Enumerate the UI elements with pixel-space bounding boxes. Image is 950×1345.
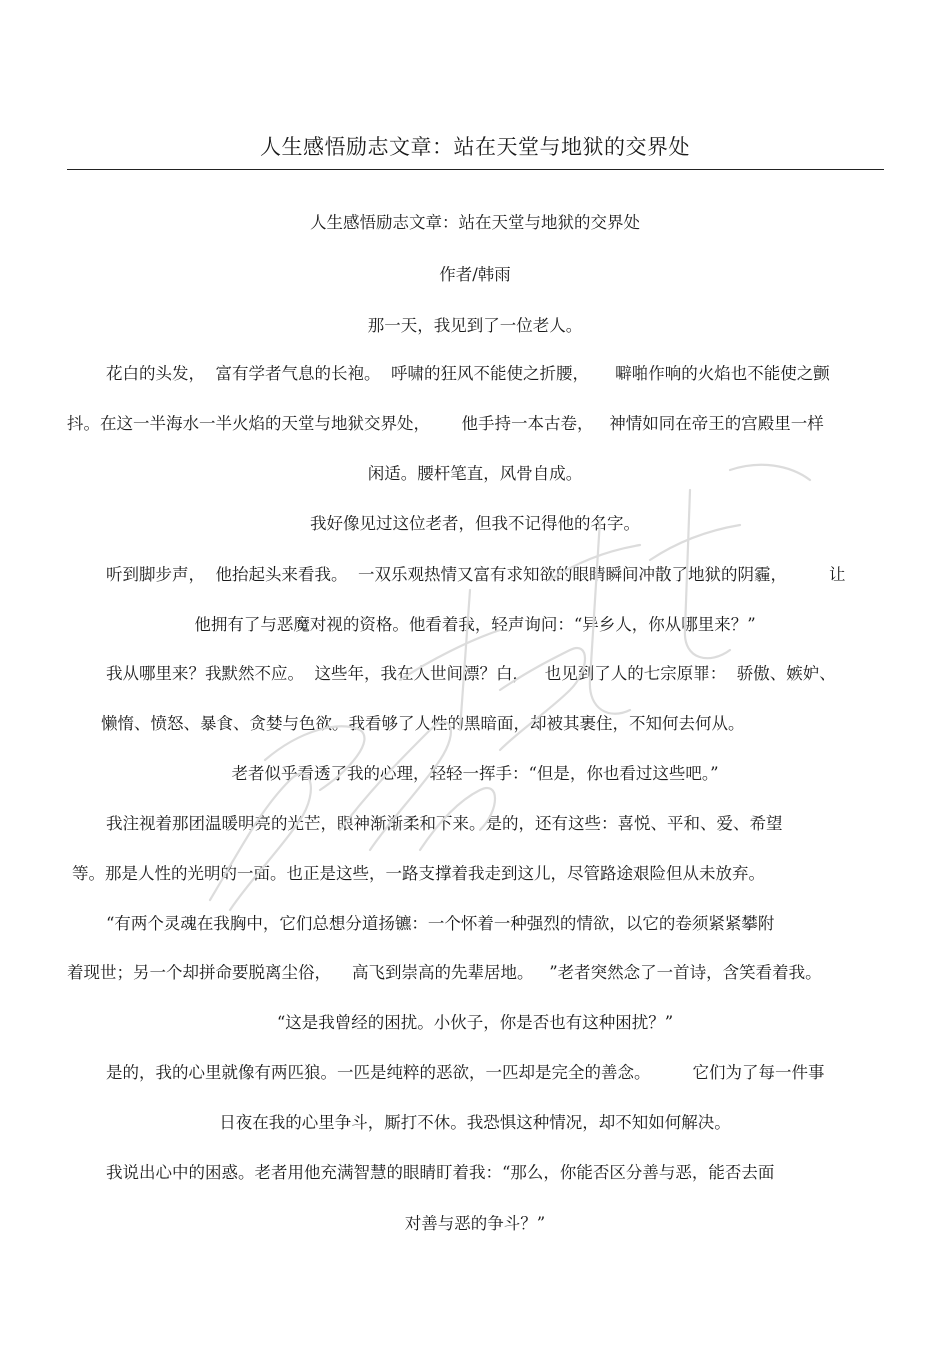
paragraph-line: 抖。在这一半海水一半火焰的天堂与地狱交界处， 他手持一本古卷， 神情如同在帝王的宫殿里一样 [67,414,824,433]
paragraph-line: 懒惰、愤怒、暴食、贪婪与色欲。我看够了人性的黑暗面，却被其裹住，不知何去何从。 [101,714,745,733]
paragraph-line: “有两个灵魂在我胸中，它们总想分道扬镳：一个怀着一种强烈的情欲，以它的卷须紧紧攀附 [106,914,775,933]
paragraph-line: 等。那是人性的光明的一面。也正是这些，一路支撑着我走到这儿，尽管路途艰险但从未放弃。 [72,864,765,883]
paragraph-line: 他拥有了与恶魔对视的资格。他看着我，轻声询问：“异乡人，你从哪里来？” [194,615,756,634]
title-divider [67,169,884,170]
paragraph-line: 对善与恶的争斗？” [404,1214,546,1233]
author-line: 作者/韩雨 [439,265,511,284]
article-heading: 人生感悟励志文章：站在天堂与地狱的交界处 [310,213,640,232]
paragraph-line: 老者似乎看透了我的心理，轻轻一挥手：“但是，你也看过这些吧。” [231,764,719,783]
paragraph-line: 我从哪里来？我默然不应。 这些年，我在人世间漂？白， 也见到了人的七宗原罪： 骄傲、嫉妒、 [106,664,836,683]
paragraph-line: 闲适。腰杆笔直，风骨自成。 [367,464,583,483]
paragraph-line: 着现世；另一个却拼命要脱离尘俗， 高飞到崇高的先辈居地。 ”老者突然念了一首诗，含笑看着我。 [67,963,822,982]
paragraph-line: 是的，我的心里就像有两匹狼。一匹是纯粹的恶欲，一匹却是完全的善念。 它们为了每一件事 [106,1063,825,1082]
paragraph-line: 听到脚步声， 他抬起头来看我。 一双乐观热情又富有求知欲的眼睛瞬间冲散了地狱的阴霾， 让 [106,565,846,584]
paragraph-line: 日夜在我的心里争斗，厮打不休。我恐惧这种情况，却不知如何解决。 [219,1113,731,1132]
paragraph-line: 花白的头发， 富有学者气息的长袍。 呼啸的狂风不能使之折腰， 噼啪作响的火焰也不能使之颤 [106,364,830,383]
paragraph-line: 那一天，我见到了一位老人。 [367,316,583,335]
paragraph-line: “这是我曾经的困扰。小伙子，你是否也有这种困扰？” [276,1013,674,1032]
paragraph-line: 我好像见过这位老者，但我不记得他的名字。 [310,514,640,533]
document-title: 人生感悟励志文章：站在天堂与地狱的交界处 [260,135,690,159]
paragraph-line: 我说出心中的困惑。老者用他充满智慧的眼睛盯着我：“那么，你能否区分善与恶，能否去面 [106,1163,775,1182]
paragraph-line: 我注视着那团温暖明亮的光芒，眼神渐渐柔和下来。是的，还有这些：喜悦、平和、爱、希望 [106,814,783,833]
